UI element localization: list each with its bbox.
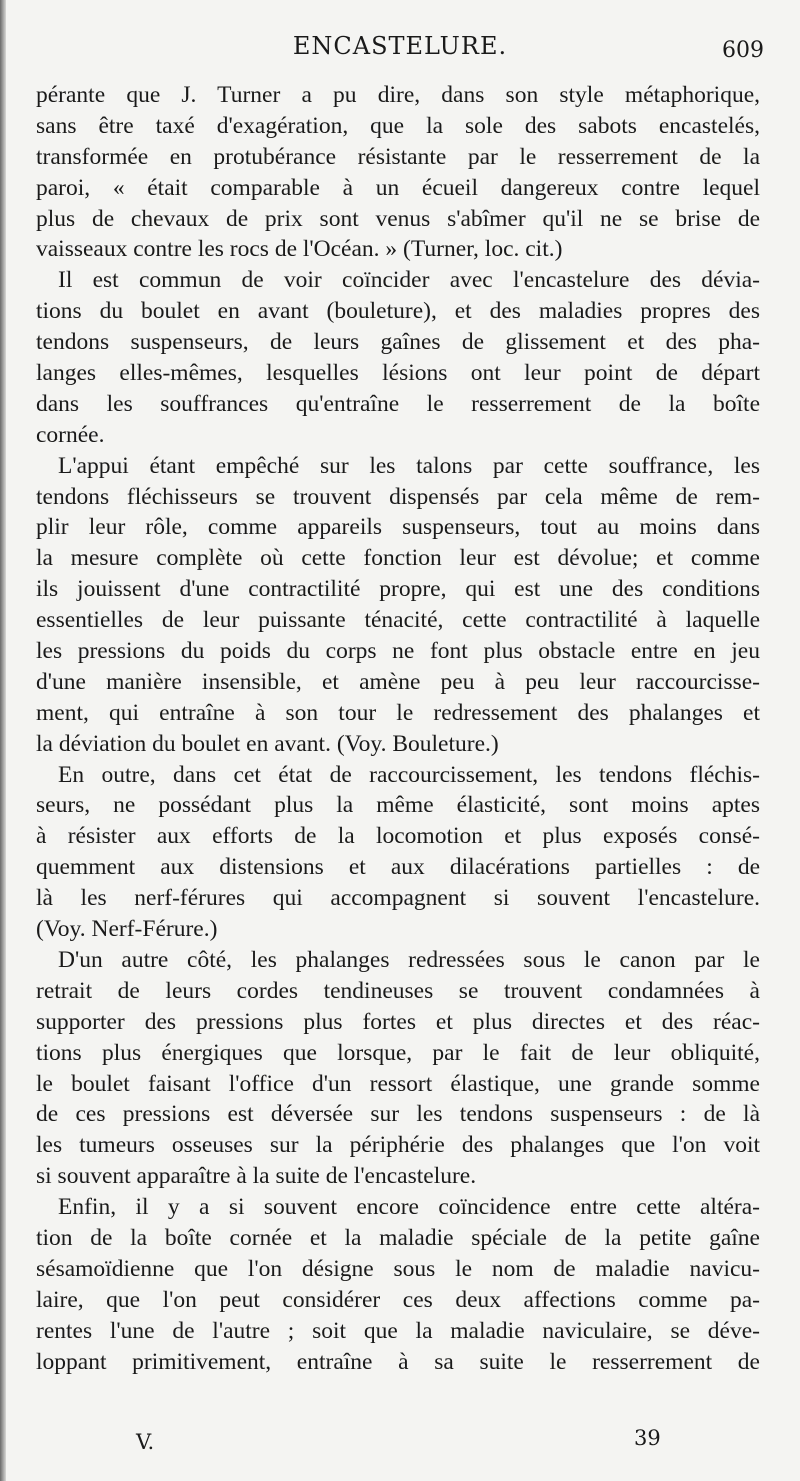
text-line: là les nerf-férures qui accompagnent si souvent l'encastelure. — [36, 885, 760, 912]
text-line: les tumeurs osseuses sur la périphérie des phalanges que l'on voit — [36, 1132, 760, 1159]
text-line: Il est commun de voir coïncider avec l'encastelure des dévia- — [58, 267, 760, 294]
page-footer — [36, 1426, 764, 1460]
text-line: loppant primitivement, entraîne à sa suite le resserrement de — [36, 1348, 760, 1375]
text-line: tion de la boîte cornée et la maladie spéciale de la petite gaîne — [36, 1224, 760, 1251]
text-line: tendons fléchisseurs se trouvent dispensés par cela même de rem- — [36, 483, 760, 510]
text-line: la mesure complète où cette fonction leur est dévolue; et comme — [36, 545, 760, 572]
text-line: vaisseaux contre les rocs de l'Océan. » (Turner, loc. cit.) — [36, 236, 563, 263]
text-line: quemment aux distensions et aux dilacérations partielles : de — [36, 854, 760, 881]
text-line: supporter des pressions plus fortes et plus directes et des réac- — [36, 1008, 760, 1035]
text-line: transformée en protubérance résistante par le resserrement de la — [36, 143, 760, 170]
text-line: tions plus énergiques que lorsque, par le fait de leur obliquité, — [36, 1039, 760, 1066]
text-line: sans être taxé d'exagération, que la sole des sabots encastelés, — [36, 112, 760, 139]
text-line: seurs, ne possédant plus la même élasticité, sont moins aptes — [36, 792, 760, 819]
text-line: tendons suspenseurs, de leurs gaînes de glissement et des pha- — [36, 329, 760, 356]
text-line: plir leur rôle, comme appareils suspenseurs, tout au moins dans — [36, 514, 760, 541]
text-line: En outre, dans cet état de raccourcissement, les tendons fléchis- — [58, 761, 760, 788]
text-line: si souvent apparaître à la suite de l'encastelure. — [36, 1163, 477, 1190]
text-line: les pressions du poids du corps ne font plus obstacle entre en jeu — [36, 638, 760, 665]
text-line: de ces pressions est déversée sur les tendons suspenseurs : de là — [36, 1101, 760, 1128]
text-line: laire, que l'on peut considérer ces deux affections comme pa- — [36, 1286, 760, 1313]
text-line: ils jouissent d'une contractilité propre, qui est une des conditions — [36, 576, 760, 603]
text-line: retrait de leurs cordes tendineuses se trouvent condamnées à — [36, 977, 760, 1004]
text-line: paroi, « était comparable à un écueil dangereux contre lequel — [36, 174, 760, 201]
text-line: tions du boulet en avant (bouleture), et des maladies propres des — [36, 298, 760, 325]
signature-number: 39 — [634, 1426, 661, 1450]
text-line: d'une manière insensible, et amène peu à peu leur raccourcisse- — [36, 668, 760, 695]
text-line: la déviation du boulet en avant. (Voy. Bouleture.) — [36, 730, 499, 757]
text-line: à résister aux efforts de la locomotion et plus exposés consé- — [36, 823, 760, 850]
text-line: essentielles de leur puissante ténacité, cette contractilité à laquelle — [36, 607, 760, 634]
text-line: pérante que J. Turner a pu dire, dans son style métaphorique, — [36, 82, 760, 108]
text-line: rentes l'une de l'autre ; soit que la maladie naviculaire, se déve- — [36, 1317, 760, 1344]
text-line: langes elles-mêmes, lesquelles lésions ont leur point de départ — [36, 360, 760, 387]
page-header — [36, 30, 764, 70]
text-line: D'un autre côté, les phalanges redressées sous le canon par le — [58, 946, 760, 973]
text-line: L'appui étant empêché sur les talons par cette souffrance, les — [58, 452, 760, 479]
running-title: ENCASTELURE. — [292, 32, 508, 60]
page-number: 609 — [722, 38, 764, 63]
text-line: plus de chevaux de prix sont venus s'abîmer qu'il ne se brise de — [36, 205, 760, 232]
text-line: sésamoïdienne que l'on désigne sous le nom de maladie navicu- — [36, 1255, 760, 1282]
text-line: ment, qui entraîne à son tour le redressement des phalanges et — [36, 699, 760, 726]
text-line: (Voy. Nerf-Férure.) — [36, 916, 218, 943]
text-line: le boulet faisant l'office d'un ressort élastique, une grande somme — [36, 1070, 760, 1097]
signature-mark: V. — [136, 1430, 155, 1454]
text-line: Enfin, il y a si souvent encore coïncidence entre cette altéra- — [58, 1194, 760, 1221]
body-text — [36, 80, 760, 1377]
text-line: cornée. — [36, 421, 105, 448]
text-line: dans les souffrances qu'entraîne le resserrement de la boîte — [36, 390, 760, 417]
